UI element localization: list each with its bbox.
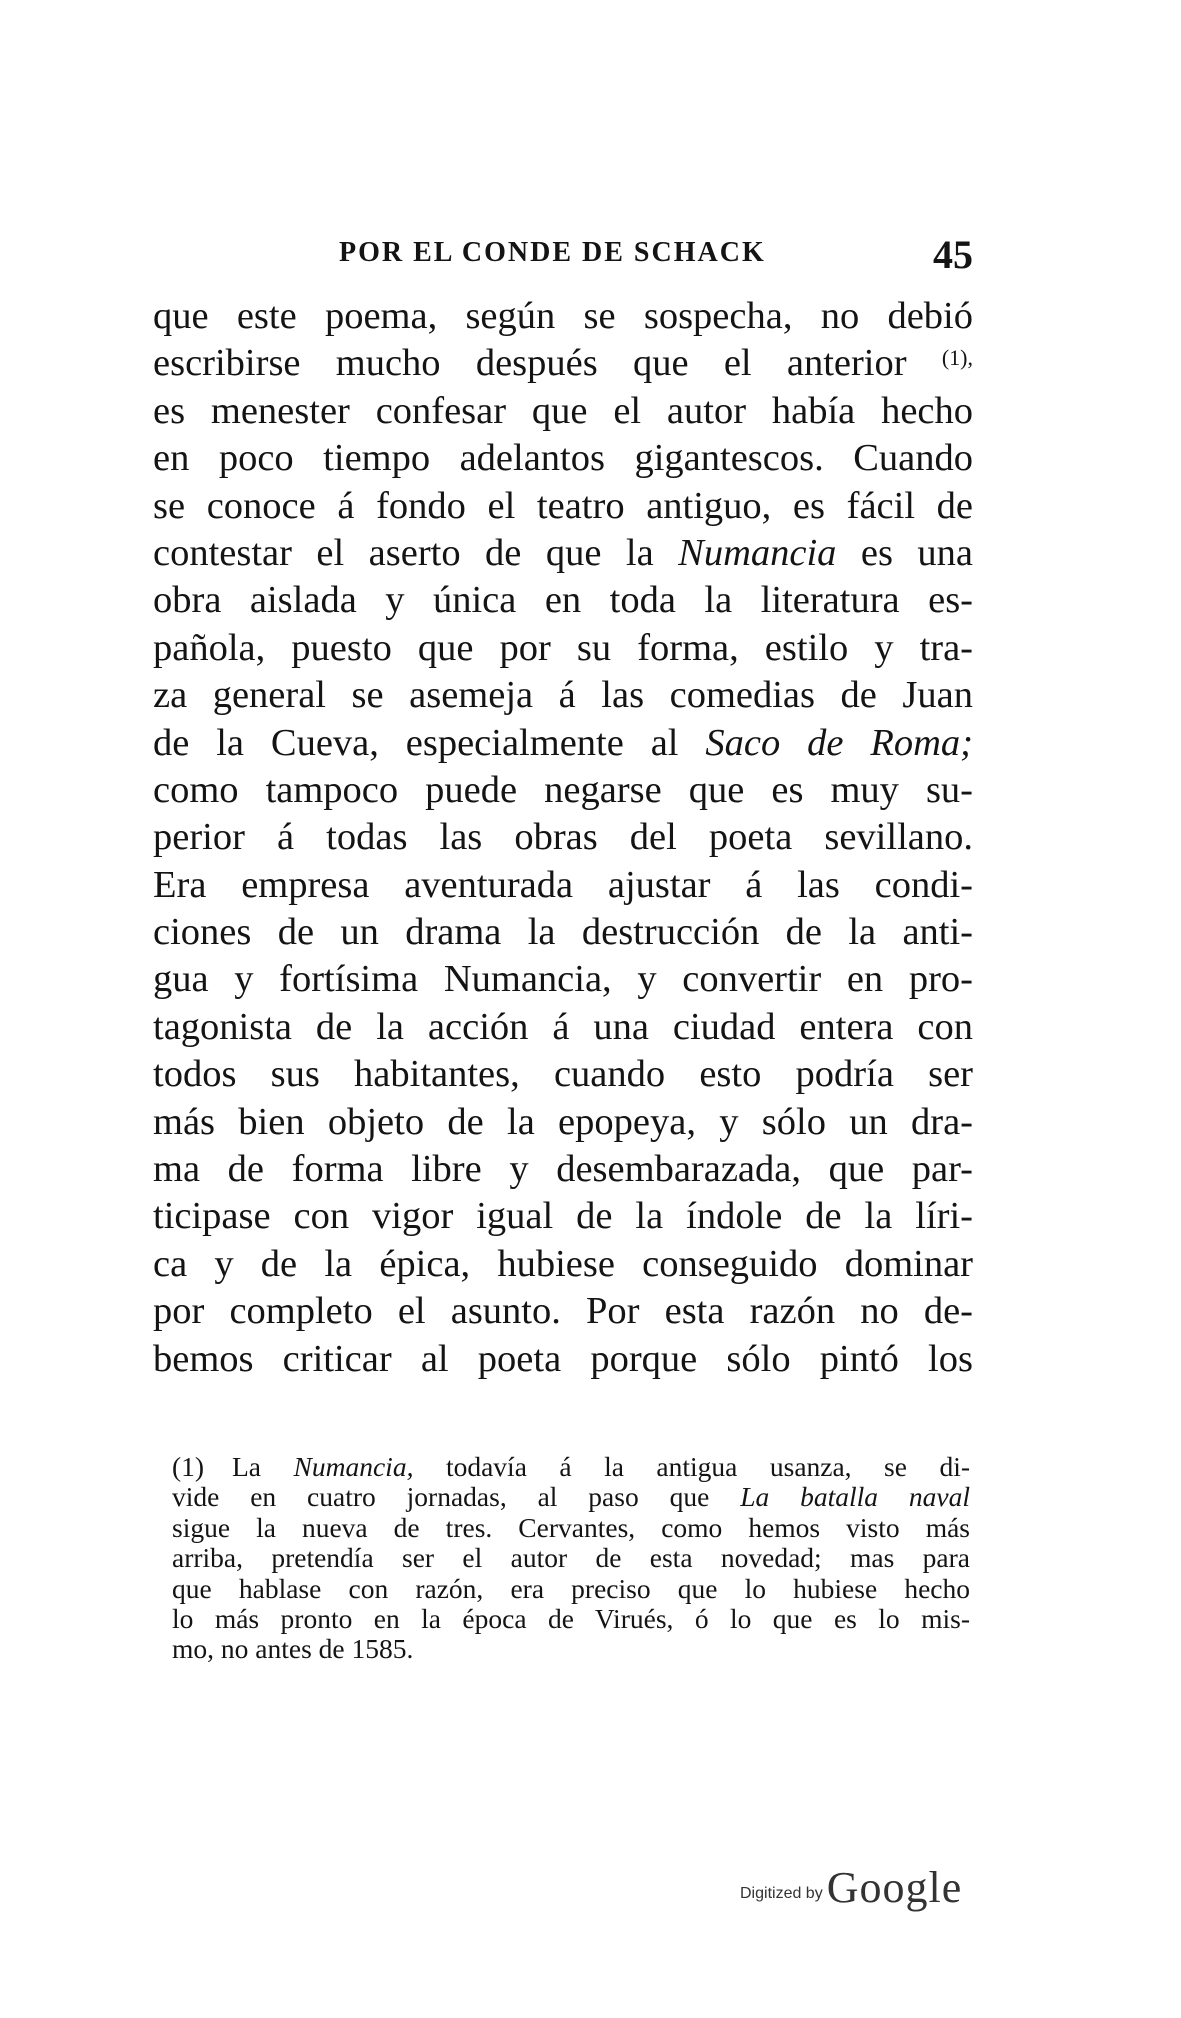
footnote-line: que hablase con razón, era preciso que lo hubiese hecho: [172, 1572, 970, 1604]
page-header: [153, 232, 973, 287]
footnote-line: sigue la nueva de tres. Cervantes, como hemos visto más: [172, 1511, 970, 1543]
footnote-marker: (1): [172, 1451, 205, 1482]
google-logo: Google: [826, 1863, 963, 1912]
footnote-line: vide en cuatro jornadas, al paso que La batalla naval: [172, 1481, 971, 1513]
text-line: ca y de la épica, hubiese conseguido dominar: [153, 1242, 973, 1285]
text-line: contestar el aserto de que la Numancia es una: [153, 531, 974, 574]
footnote-line: mo, no antes de 1585.: [172, 1633, 414, 1665]
text-line: por completo el asunto. Por esta razón no de-: [153, 1290, 973, 1333]
running-title: POR EL CONDE DE SCHACK: [339, 237, 766, 268]
footnote: [172, 1452, 970, 1665]
text-line: bemos criticar al poeta porque sólo pintó los: [153, 1337, 973, 1380]
italic-title: La batalla naval: [740, 1481, 971, 1513]
text-line: ciones de un drama la destrucción de la anti-: [153, 911, 973, 954]
main-text: [153, 293, 973, 1383]
italic-title: Saco de Roma;: [705, 721, 973, 764]
text-line: tagonista de la acción á una ciudad entera con: [153, 1005, 973, 1048]
text-line: escribirse mucho después que el anterior $^{(1),}$: [153, 342, 973, 385]
text-line: Era empresa aventurada ajustar á las condi-: [153, 863, 973, 906]
footnote-line: lo más pronto en la época de Virués, ó lo que es lo mis-: [172, 1602, 970, 1634]
text-line: más bien objeto de la epopeya, y sólo un dra-: [153, 1100, 973, 1143]
text-line: za general se asemeja á las comedias de Juan: [153, 674, 973, 717]
text-line: ma de forma libre y desembarazada, que par-: [153, 1148, 973, 1191]
italic-title: Numancia: [678, 531, 837, 574]
text-line: perior á todas las obras del poeta sevillano.: [153, 816, 973, 859]
text-line: como tampoco puede negarse que es muy su-: [153, 768, 973, 811]
text-line: gua y fortísima Numancia, y convertir en pro-: [153, 958, 973, 1001]
text-line: que este poema, según se sospecha, no debió: [153, 295, 973, 337]
text-line: pañola, puesto que por su forma, estilo y tra-: [153, 626, 973, 669]
italic-title: Numancia,: [293, 1451, 414, 1482]
footnote-reference: (1),: [941, 345, 973, 371]
text-line: es menester confesar que el autor había hecho: [153, 389, 973, 432]
text-line: en poco tiempo adelantos gigantescos. Cuando: [153, 437, 973, 480]
page-number: 45: [933, 232, 973, 277]
text-line: todos sus habitantes, cuando esto podría ser: [153, 1053, 973, 1096]
text-line: ticipase con vigor igual de la índole de la líri-: [153, 1195, 973, 1238]
digitized-by-google-watermark: [740, 1862, 962, 1913]
footnote-line: arriba, pretendía ser el autor de esta novedad; mas para: [172, 1542, 970, 1574]
text-line: de la Cueva, especialmente al Saco de Roma;: [153, 721, 973, 764]
text-line: obra aislada y única en toda la literatura es-: [153, 579, 973, 622]
watermark-prefix: Digitized by: [740, 1885, 823, 1902]
text-line: se conoce á fondo el teatro antiguo, es fácil de: [153, 484, 973, 527]
footnote-line: (1) La Numancia, todavía á la antigua usanza, se di-: [172, 1451, 971, 1482]
